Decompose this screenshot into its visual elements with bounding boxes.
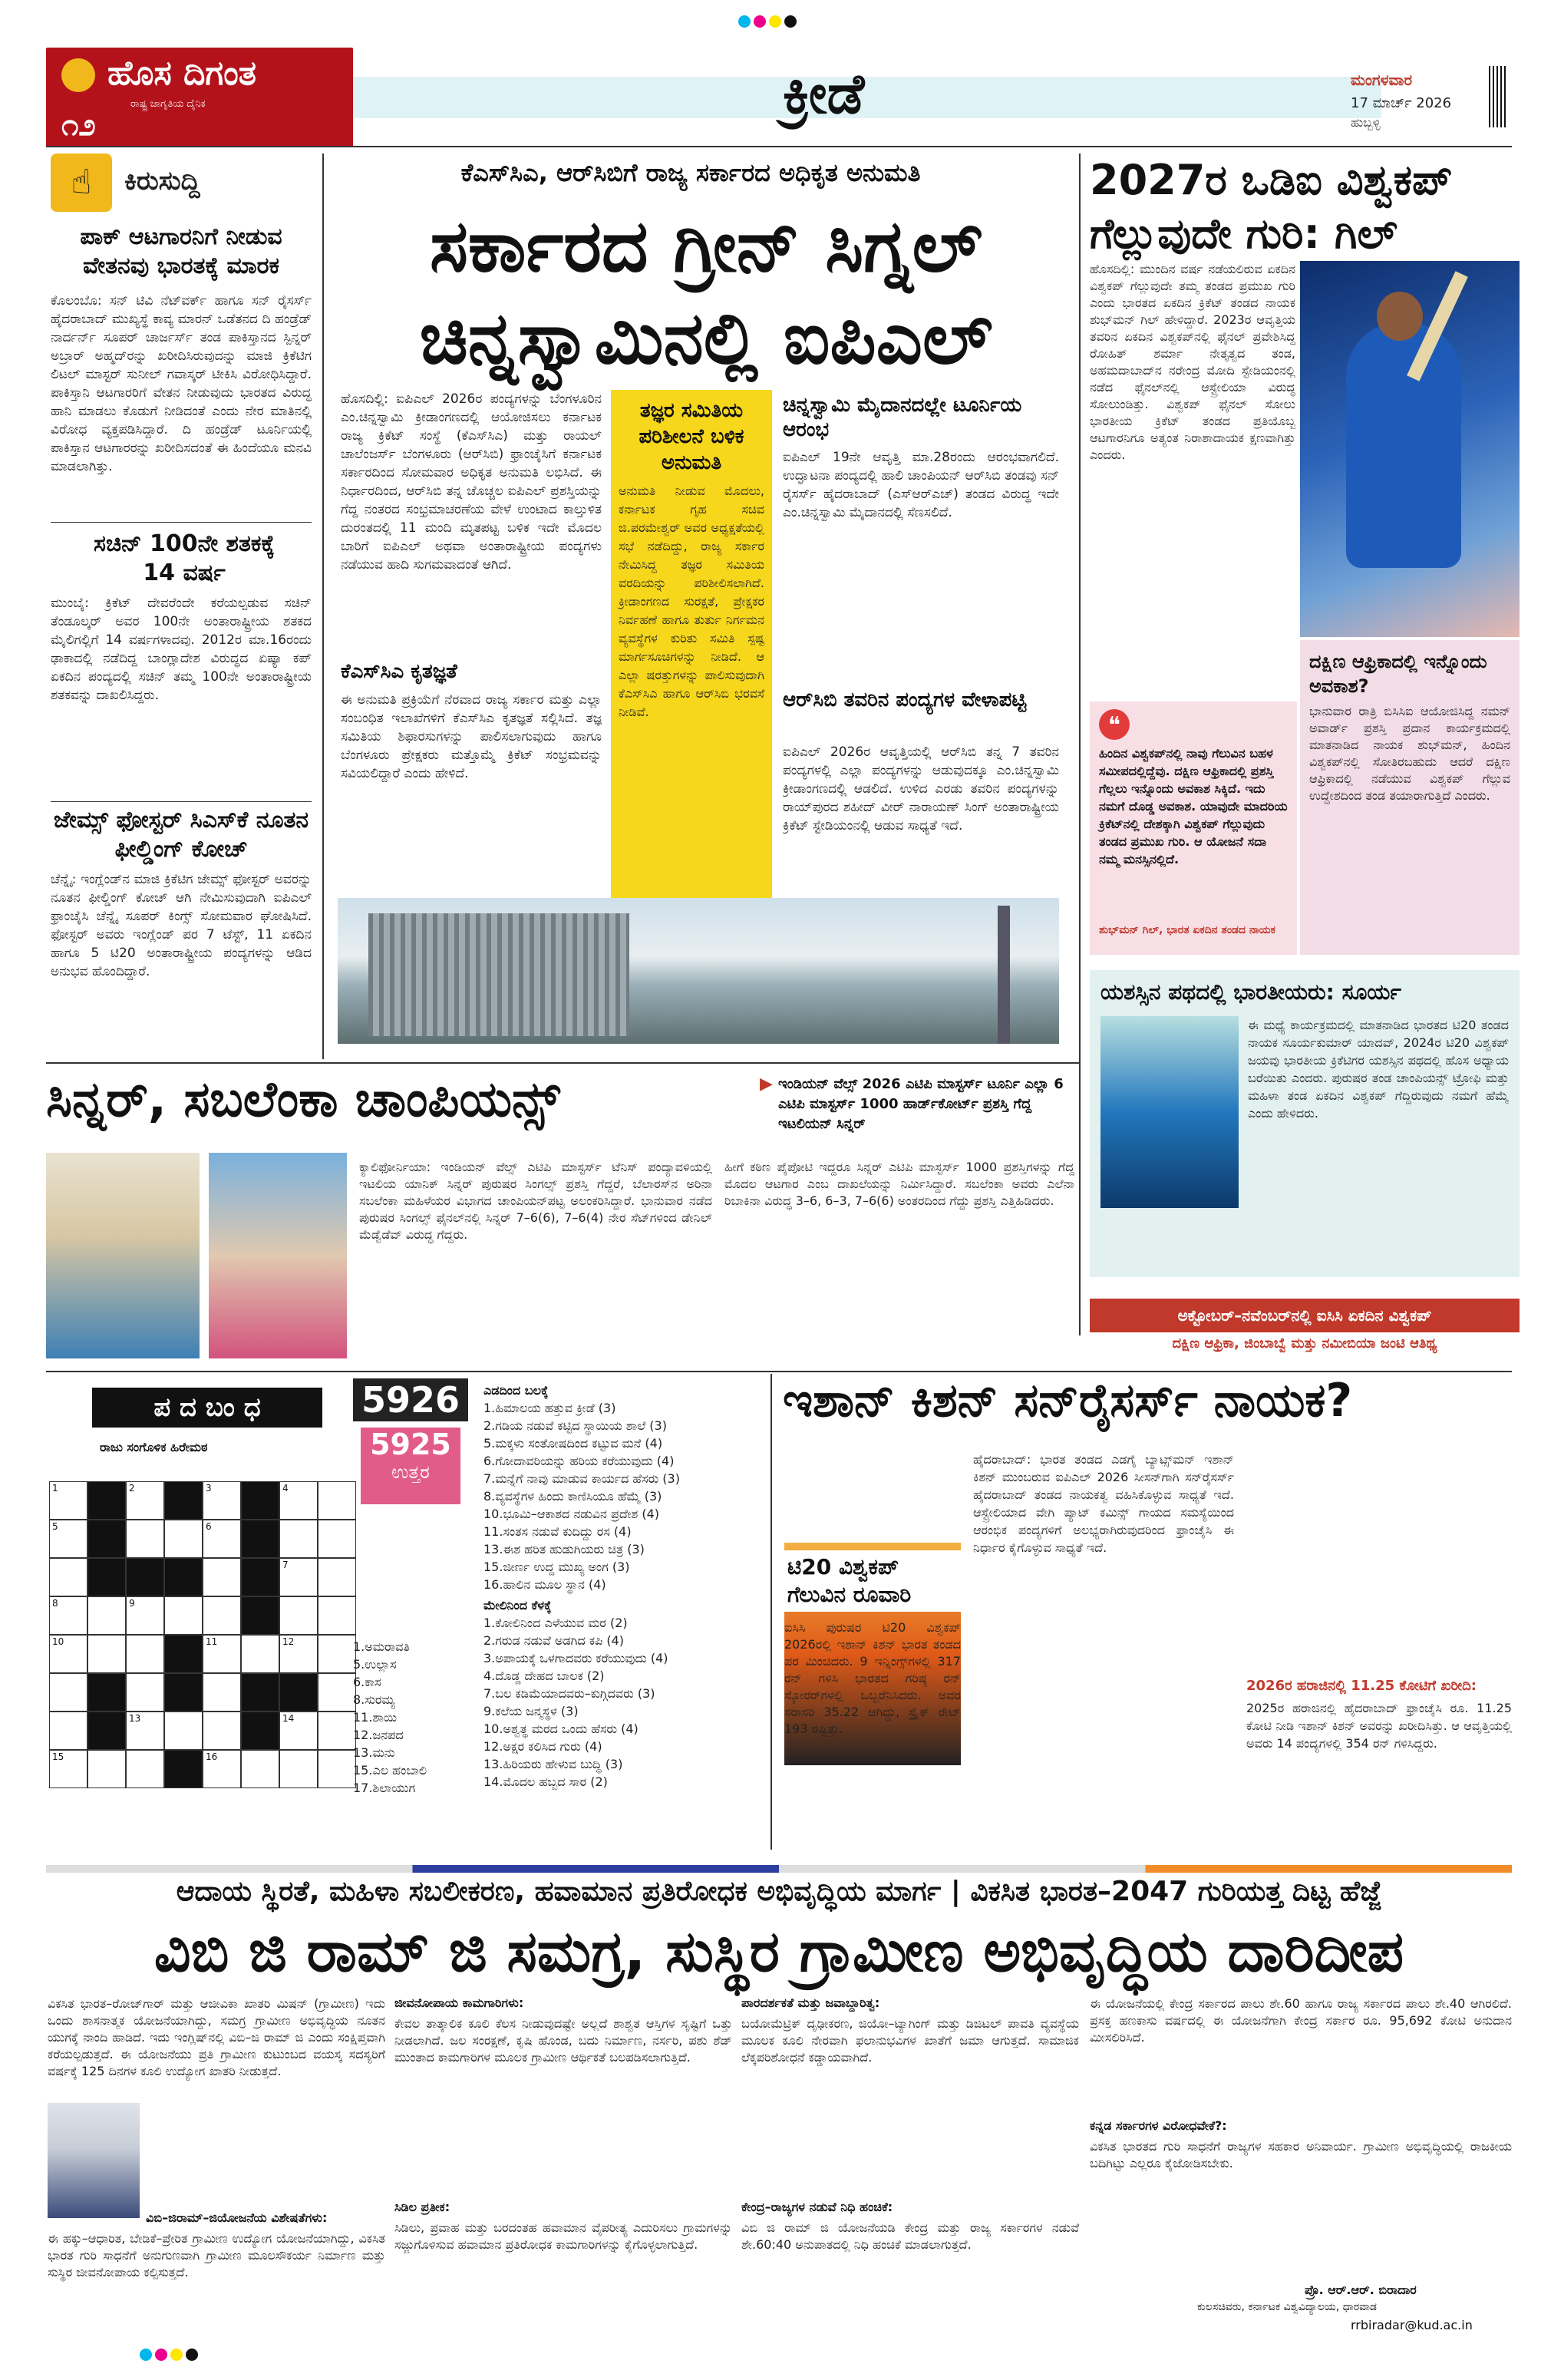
color-bar [46,1865,1512,1873]
stadium-roof-shape [368,913,629,1036]
vb-col4-heading: ಕನ್ನಡ ಸರ್ಕಾರಗಳ ವಿರೋಧವೇಕೆ?: [1090,2118,1227,2133]
crossword-cell[interactable] [164,1520,203,1558]
crossword-cell[interactable]: 13 [126,1712,164,1750]
across-clue: 16.ಹಾಲಿನ ಮೂಲ ಸ್ಥಾನ (4) [483,1577,606,1592]
ishan-sub-heading: 2026ರ ಹರಾಜಿನಲ್ಲಿ 11.25 ಕೋಟಿಗೆ ಖರೀದಿ: [1246,1678,1477,1694]
crossword-cell[interactable] [49,1712,87,1750]
crossword-black-cell [164,1558,203,1596]
crossword-cell[interactable]: 10 [49,1635,87,1673]
previous-answer-badge [361,1428,460,1504]
kiru-story3-body: ಚೆನ್ನೈ: ಇಂಗ್ಲೆಂಡ್‌ನ ಮಾಜಿ ಕ್ರಿಕೆಟಿಗ ಜೇಮ್ಸ್ ಫೋಸ್ಟರ್ ಅವರನ್ನು ನೂತನ ಫೀಲ್ಡಿಂಗ್ ಕೋಚ್ ಆಗಿ ನೇಮಿಸುವುದಾಗಿ ಐಪಿಎಲ್ ಫ್ರಾಂಚೈಸಿ ಚೆನ್ನೈ ಸೂಪರ್ ಕಿಂಗ್ಸ್ ಸೋಮವಾರ ಘೋಷಿಸಿದೆ. ಫೋಸ್ಟರ್ ಅವರು ಇಂಗ್ಲೆಂಡ್ ಪರ 7 ಟೆಸ್ಟ್, 11 ಏಕದಿನ ಹಾಗೂ 5 ಟಿ20 ಅಂತಾರಾಷ್ಟ್ರೀಯ ಪಂದ್ಯಗಳನ್ನು ಆಡಿದ ಅನುಭವ ಹೊಂದಿದ್ದಾರೆ. [51,872,312,979]
crossword-cell[interactable] [279,1520,318,1558]
crossword-black-cell [241,1520,279,1558]
quote-attribution: ಶುಭ್‌ಮನ್ ಗಿಲ್, ಭಾರತ ಏಕದಿನ ತಂಡದ ನಾಯಕ [1099,924,1275,936]
crossword-grid [49,1481,356,1788]
crossword-cell[interactable] [279,1596,318,1635]
player-shape [1346,322,1461,568]
kiru-story2-headline: ಸಚಿನ್ 100ನೇ ಶತಕಕ್ಕೆ 14 ವರ್ಷ [94,530,275,586]
surya-heading: ಯಶಸ್ಸಿನ ಪಥದಲ್ಲಿ ಭಾರತೀಯರು: ಸೂರ್ಯ [1100,979,1401,1005]
crossword-cell[interactable] [164,1596,203,1635]
across-title: ಎಡದಿಂದ ಬಲಕ್ಕೆ [483,1383,549,1398]
arrow-icon: ▶ [760,1074,773,1094]
sinner-photo [46,1153,200,1358]
crossword-black-cell [87,1481,126,1520]
sa-heading: ದಕ್ಷಿಣ ಆಫ್ರಿಕಾದಲ್ಲಿ ಇನ್ನೊಂದು ಅವಕಾಶ? [1309,651,1487,697]
previous-answer: 12.ಜನಪದ [353,1728,404,1742]
lead-sub2-body: ಐಪಿಎಲ್ 19ನೇ ಆವೃತ್ತಿ ಮಾ.28ರಂದು ಆರಂಭವಾಗಲಿದೆ. ಉದ್ಘಾಟನಾ ಪಂದ್ಯದಲ್ಲಿ ಹಾಲಿ ಚಾಂಪಿಯನ್ ಆರ್‌ಸಿಬಿ ತಂಡವು ಸನ್ ರೈಸರ್ಸ್ ಹೈದರಾಬಾದ್ (ಎಸ್‌ಆರ್‌ಎಚ್) ತಂಡದ ವಿರುದ್ಧ ಇದೇ ಎಂ.ಚಿನ್ನಸ್ವಾಮಿ ಮೈದಾನದಲ್ಲಿ ಸೆಣಸಲಿದೆ. [783,450,1059,520]
across-clue: 13.ಈಶ ಹರಿತ ಹುಡುಗಿಯರು ಚಿತ್ರ (3) [483,1542,645,1556]
crossword-cell[interactable]: 2 [126,1481,164,1520]
sa-body: ಭಾನುವಾರ ರಾತ್ರಿ ಬಿಸಿಸಿಐ ಆಯೋಜಿಸಿದ್ದ ನಮನ್ ಅವಾರ್ಡ್ ಪ್ರಶಸ್ತಿ ಪ್ರದಾನ ಕಾರ್ಯಕ್ರಮದಲ್ಲಿ ಮಾತನಾಡಿದ ನಾಯಕ ಶುಭ್‌ಮನ್, ಹಿಂದಿನ ವಿಶ್ವಕಪ್‌ನಲ್ಲಿ ಸೋತಿರಬಹುದು ಆದರೆ ದಕ್ಷಿಣ ಆಫ್ರಿಕಾದಲ್ಲಿ ನಡೆಯುವ ವಿಶ್ವಕಪ್ ಗೆಲ್ಲುವ ಉದ್ದೇಶದಿಂದ ತಂಡ ತಯಾರಾಗುತ್ತಿದೆ ಎಂದರು. [1309,704,1510,803]
crossword-cell[interactable]: 5 [49,1520,87,1558]
sinner-body: ಕ್ಯಾಲಿಫೋರ್ನಿಯಾ: ಇಂಡಿಯನ್ ವೆಲ್ಸ್ ಎಟಿಪಿ ಮಾಸ್ಟರ್ಸ್ ಟೆನಿಸ್ ಪಂದ್ಯಾವಳಿಯಲ್ಲಿ ಇಟಲಿಯ ಯಾನಿಕ್ ಸಿನ್ನರ್ ಪುರುಷರ ಸಿಂಗಲ್ಸ್ ಪ್ರಶಸ್ತಿ ಗೆದ್ದರೆ, ಬೆಲಾರಸ್‌ನ ಅರಿನಾ ಸಬಲೆಂಕಾ ಮಹಿಳೆಯರ ವಿಭಾಗದ ಚಾಂಪಿಯನ್‌ಪಟ್ಟ ಅಲಂಕರಿಸಿದ್ದಾರೆ. ಭಾನುವಾರ ನಡೆದ ಪುರುಷರ ಸಿಂಗಲ್ಸ್ ಫೈನಲ್‌ನಲ್ಲಿ ಸಿನ್ನರ್ 7–6(6), 7–6(4) ನೇರ ಸೆಟ್‌ಗಳಿಂದ ಡೇನಿಲ್ ಮೆಡ್ವೆಡೆವ್ ವಿರುದ್ಧ ಗೆದ್ದರು. [359,1160,712,1242]
crossword-black-cell [87,1558,126,1596]
gill-body: ಹೊಸದಿಲ್ಲಿ: ಮುಂದಿನ ವರ್ಷ ನಡೆಯಲಿರುವ ಏಕದಿನ ವಿಶ್ವಕಪ್ ಗೆಲ್ಲುವುದೇ ತಮ್ಮ ತಂಡದ ಪ್ರಮುಖ ಗುರಿ ಎಂದು ಭಾರತದ ಏಕದಿನ ಕ್ರಿಕೆಟ್ ತಂಡದ ನಾಯಕ ಶುಭ್‌ಮನ್ ಗಿಲ್ ಹೇಳಿದ್ದಾರೆ. 2023ರ ಆವೃತ್ತಿಯ ತವರಿನ ಏಕದಿನ ವಿಶ್ವಕಪ್‌ನಲ್ಲಿ ಫೈನಲ್ ಪ್ರವೇಶಿಸಿದ್ದ ರೋಹಿತ್ ಶರ್ಮಾ ನೇತೃತ್ವದ ತಂಡ, ಅಹಮದಾಬಾದ್‌ನ ನರೇಂದ್ರ ಮೋದಿ ಸ್ಟೇಡಿಯಂನಲ್ಲಿ ನಡೆದ ಫೈನಲ್‌ನಲ್ಲಿ ಆಸ್ಟ್ರೇಲಿಯಾ ವಿರುದ್ಧ ಸೋಲುಂಡಿತ್ತು. ವಿಶ್ವಕಪ್ ಫೈನಲ್ ಸೋಲು ಭಾರತೀಯ ಕ್ರಿಕೆಟ್ ತಂಡದ ಪ್ರತಿಯೊಬ್ಬ ಆಟಗಾರನಿಗೂ ಅತ್ಯಂತ ನಿರಾಶಾದಾಯಕ ಕ್ಷಣವಾಗಿತ್ತು ಎಂದರು. [1090,262,1295,462]
crossword-cell[interactable]: 16 [203,1750,241,1788]
section-title: ಕ್ರೀಡೆ [783,61,865,126]
across-clue: 7.ಮನ್ನೆಗೆ ನಾವು ಮಾಡುವ ಕಾರ್ಯದ ಹೆಸರು (3) [483,1471,680,1486]
down-clue: 13.ಹಿರಿಯರು ಹೇಳುವ ಬುದ್ಧಿ (3) [483,1757,623,1771]
vb-col2: ಕೇವಲ ತಾತ್ಕಾಲಿಕ ಕೂಲಿ ಕೆಲಸ ನೀಡುವುದಷ್ಟೇ ಅಲ್ಲದೆ ಶಾಶ್ವತ ಆಸ್ತಿಗಳ ಸೃಷ್ಟಿಗೆ ಒತ್ತು ನೀಡಲಾಗಿದೆ. ಜಲ ಸಂರಕ್ಷಣೆ, ಕೃಷಿ ಹೊಂಡ, ಬದು ನಿರ್ಮಾಣ, ನರ್ಸರಿ, ಪಶು ಶೆಡ್ ಮುಂತಾದ ಕಾಮಗಾರಿಗಳ ಮೂಲಕ ಗ್ರಾಮೀಣ ಆರ್ಥಿಕತೆ ಬಲಪಡಿಸಲಾಗುತ್ತಿದೆ. [394,2016,732,2065]
down-title: ಮೇಲಿನಿಂದ ಕೆಳಕ್ಕೆ [483,1598,552,1613]
crossword-cell[interactable]: 14 [279,1712,318,1750]
world-cup-subline: ದಕ್ಷಿಣ ಆಫ್ರಿಕಾ, ಜಿಂಬಾಬ್ವೆ ಮತ್ತು ನಮೀಬಿಯಾ ಜಂಟಿ ಆತಿಥ್ಯ [1172,1335,1437,1352]
previous-answer: 1.ಅಮರಾವತಿ [353,1639,410,1654]
section-rule [46,1062,1079,1064]
kiru-story2-body: ಮುಂಬೈ: ಕ್ರಿಕೆಟ್ ದೇವರೆಂದೇ ಕರೆಯಲ್ಪಡುವ ಸಚಿನ್ ತೆಂಡೂಲ್ಕರ್ ಅವರ 100ನೇ ಅಂತಾರಾಷ್ಟ್ರೀಯ ಶತಕದ ಮೈಲಿಗಲ್ಲಿಗೆ 14 ವರ್ಷಗಳಾದವು. 2012ರ ಮಾ.16ರಂದು ಢಾಕಾದಲ್ಲಿ ನಡೆದಿದ್ದ ಬಾಂಗ್ಲಾದೇಶ ವಿರುದ್ಧದ ಏಷ್ಯಾ ಕಪ್ ಏಕದಿನ ಪಂದ್ಯದಲ್ಲಿ ಸಚಿನ್ ತಮ್ಮ 100ನೇ ಅಂತಾರಾಷ್ಟ್ರೀಯ ಶತಕವನ್ನು ದಾಖಲಿಸಿದ್ದರು. [51,596,312,703]
sinner-info-box [760,1071,1074,1156]
vb-col3: ಬಯೋಮೆಟ್ರಿಕ್ ದೃಢೀಕರಣ, ಜಿಯೋ–ಟ್ಯಾಗಿಂಗ್ ಮತ್ತು ಡಿಜಿಟಲ್ ಪಾವತಿ ವ್ಯವಸ್ಥೆಯ ಮೂಲಕ ಕೂಲಿ ನೇರವಾಗಿ ಫಲಾನುಭವಿಗಳ ಖಾತೆಗೆ ಜಮಾ ಆಗುತ್ತದೆ. ಸಾಮಾಜಿಕ ಲೆಕ್ಕಪರಿಶೋಧನೆ ಕಡ್ಡಾಯವಾಗಿದೆ. [741,2016,1079,2065]
ishan-sub-body: 2025ರ ಹರಾಜಿನಲ್ಲಿ ಹೈದರಾಬಾದ್ ಫ್ರಾಂಚೈಸಿ ರೂ. 11.25 ಕೋಟಿ ನೀಡಿ ಇಶಾನ್ ಕಿಶನ್ ಅವರನ್ನು ಖರೀದಿಸಿತ್ತು. ಆ ಆವೃತ್ತಿಯಲ್ಲಿ ಅವರು 14 ಪಂದ್ಯಗಳಲ್ಲಿ 354 ರನ್ ಗಳಿಸಿದ್ದರು. [1246,1701,1512,1751]
crossword-cell[interactable]: 15 [49,1750,87,1788]
lead-kicker: ಕೆಎಸ್‌ಸಿಎ, ಆರ್‌ಸಿಬಿಗೆ ರಾಜ್ಯ ಸರ್ಕಾರದ ಅಧಿಕೃತ ಅನುಮತಿ [460,158,921,187]
sinner-info-text: ಇಂಡಿಯನ್ ವೆಲ್ಸ್ 2026 ಎಟಿಪಿ ಮಾಸ್ಟರ್ಸ್ ಟೂರ್ನಿ ಎಲ್ಲಾ 6 ಎಟಿಪಿ ಮಾಸ್ಟರ್ಸ್ 1000 ಹಾರ್ಡ್‌ಕೋರ್ಟ್ ಪ್ರಶಸ್ತಿ ಗೆದ್ದ ಇಟಲಿಯನ್ ಸಿನ್ನರ್ [778,1076,1064,1132]
down-clue: 1.ಕೋಲಿನಿಂದ ಎಳೆಯುವ ಮರ (2) [483,1616,628,1630]
vb-subheading: ಆದಾಯ ಸ್ಥಿರತೆ, ಮಹಿಳಾ ಸಬಲೀಕರಣ, ಹವಾಮಾನ ಪ್ರತಿರೋಧಕ ಅಭಿವೃದ್ಧಿಯ ಮಾರ್ಗ | ವಿಕಸಿತ ಭಾರತ–2047 ಗುರಿಯತ್ತ ದಿಟ್ಟ ಹೆಜ್ಜೆ [176,1876,1382,1907]
t20-heading-visible: ಟಿ20 ವಿಶ್ವಕಪ್ ಗೆಲುವಿನ ರೂವಾರಿ [784,1550,961,1612]
crossword-black-cell [126,1558,164,1596]
previous-answer: 11.ಶಾಯಿ [353,1710,398,1725]
crossword-black-cell [164,1481,203,1520]
kiru-story1-headline: ಪಾಕ್ ಆಟಗಾರನಿಗೆ ನೀಡುವ ವೇತನವು ಭಾರತಕ್ಕೆ ಮಾರಕ [80,223,282,279]
down-clue: 14.ಮೊದಲ ಹಬ್ಬದ ಸಾರ (2) [483,1774,608,1789]
crossword-cell[interactable] [87,1635,126,1673]
crossword-black-cell [241,1596,279,1635]
crossword-compiler: ರಾಜು ಸಂಗೊಳಿಕ ಹಿರೇಮಠ [100,1440,208,1454]
across-clue: 10.ಭೂಮಿ–ಆಕಾಶದ ನಡುವಿನ ಪ್ರದೇಶ (4) [483,1507,660,1521]
floodlight-shape [998,906,1010,1044]
kirusuddi-label: ಕಿರುಸುದ್ದಿ [124,166,200,196]
crossword-cell[interactable]: 11 [203,1635,241,1673]
masthead [46,48,1504,147]
crossword-black-cell [164,1673,203,1712]
crossword-cell[interactable] [318,1712,356,1750]
down-clue: 3.ಅಪಾಯಕ್ಕೆ ಒಳಗಾದವರು ಕರೆಯುವುದು (4) [483,1651,668,1665]
across-clue: 5.ಮಕ್ಕಳು ಸಂತೋಷದಿಂದ ಕಟ್ಟುವ ಮನೆ (4) [483,1436,663,1451]
south-africa-box [1300,640,1520,955]
sabalenka-photo [209,1153,347,1358]
crossword-cell[interactable] [87,1596,126,1635]
crossword-black-cell [241,1712,279,1750]
crossword-cell[interactable] [318,1520,356,1558]
column-rule [1079,153,1081,1335]
lead-body: ಹೊಸದಿಲ್ಲಿ: ಐಪಿಎಲ್ 2026ರ ಪಂದ್ಯಗಳನ್ನು ಬೆಂಗಳೂರಿನ ಎಂ.ಚಿನ್ನಸ್ವಾಮಿ ಕ್ರೀಡಾಂಗಣದಲ್ಲಿ ಆಯೋಜಿಸಲು ಕರ್ನಾಟಕ ರಾಜ್ಯ ಕ್ರಿಕೆಟ್ ಸಂಸ್ಥೆ (ಕೆಎಸ್‌ಸಿಎ) ಮತ್ತು ರಾಯಲ್ ಚಾಲೆಂಜರ್ಸ್ ಬೆಂಗಳೂರು (ಆರ್‌ಸಿಬಿ) ಫ್ರಾಂಚೈಸಿಗೆ ಕರ್ನಾಟಕ ಸರ್ಕಾರದಿಂದ ಸೋಮವಾರ ಅಧಿಕೃತ ಅನುಮತಿ ಲಭಿಸಿದೆ. ಈ ನಿರ್ಧಾರದಿಂದ, ಆರ್‌ಸಿಬಿ ತನ್ನ ಚೊಚ್ಚಲ ಐಪಿಎಲ್ ಪ್ರಶಸ್ತಿಯನ್ನು ಗೆದ್ದ ನಂತರದ ಸಂಭ್ರಮಾಚರಣೆಯ ವೇಳೆ ಉಂಟಾದ ಕಾಲ್ತುಳಿತ ದುರಂತದಲ್ಲಿ 11 ಮಂದಿ ಮೃತಪಟ್ಟ ಬಳಿಕ ಇದೇ ಮೊದಲ ಬಾರಿಗೆ ಐಪಿಎಲ್ ಅಥವಾ ಅಂತಾರಾಷ್ಟ್ರೀಯ ಪಂದ್ಯಗಳು ನಡೆಯುವ ಹಾದಿ ಸುಗಮವಾದಂತೆ ಆಗಿದೆ. [341,391,602,573]
crossword-black-cell [87,1673,126,1712]
down-clue: 2.ಗರುಡ ನಡುವೆ ಅಡಗಿದ ಕಪಿ (4) [483,1633,625,1648]
crossword-cell[interactable] [126,1520,164,1558]
vb-col3b: ವಿಬಿ ಜಿ ರಾಮ್ ಜಿ ಯೋಜನೆಯಡಿ ಕೇಂದ್ರ ಮತ್ತು ರಾಜ್ಯ ಸರ್ಕಾರಗಳ ನಡುವೆ ಶೇ.60:40 ಅನುಪಾತದಲ್ಲಿ ನಿಧಿ ಹಂಚಿಕೆ ಮಾಡಲಾಗುತ್ತದೆ. [741,2220,1079,2252]
barcode-icon [1489,66,1507,127]
crossword-number: 5926 [353,1378,468,1421]
expert-heading: ತಜ್ಞರ ಸಮಿತಿಯ ಪರಿಶೀಲನೆ ಬಳಿಕ ಅನುಮತಿ [639,399,744,474]
crossword-cell[interactable] [49,1673,87,1712]
previous-answer: 5.ಉಲ್ಲಾಸ [353,1657,397,1672]
column-rule [770,1374,772,1850]
vb-col3-heading: ಪಾರದರ್ಶಕತೆ ಮತ್ತು ಜವಾಬ್ದಾರಿತ್ವ: [741,1995,880,2010]
kiru-story3-headline: ಜೇಮ್ಸ್ ಫೋಸ್ಟರ್ ಸಿಎಸ್‌ಕೆ ನೂತನ ಫೀಲ್ಡಿಂಗ್ ಕೋಚ್ [53,807,309,863]
crossword-cell[interactable] [241,1750,279,1788]
kirusuddi-logo [51,153,304,215]
across-clue: 2.ಗಡಿಯ ನಡುವೆ ಕಟ್ಟಿದ ಸ್ಥಾಯಿಯ ಶಾಲೆ (3) [483,1418,667,1433]
across-clue: 6.ಗೋದಾವರಿಯನ್ನು ಹರಿಯ ಕರೆಯುವುದು (4) [483,1454,675,1468]
section-rule [46,1371,1512,1372]
crossword-black-cell [164,1635,203,1673]
crossword-cell[interactable] [318,1750,356,1788]
crossword-cell[interactable] [126,1673,164,1712]
previous-answer: 13.ಮನು [353,1745,395,1760]
crossword-cell[interactable] [318,1558,356,1596]
crossword-cell[interactable] [203,1673,241,1712]
gill-photo [1300,261,1520,637]
ishan-body: ಹೈದರಾಬಾದ್: ಭಾರತ ತಂಡದ ಎಡಗೈ ಬ್ಯಾಟ್ಸ್‌ಮನ್ ಇಶಾನ್ ಕಿಶನ್ ಮುಂಬರುವ ಐಪಿಎಲ್ 2026 ಸೀಸನ್‌ಗಾಗಿ ಸನ್‌ರೈಸರ್ಸ್ ಹೈದರಾಬಾದ್ ತಂಡದ ನಾಯಕತ್ವ ವಹಿಸಿಕೊಳ್ಳುವ ಸಾಧ್ಯತೆ ಇದೆ. ಆಸ್ಟ್ರೇಲಿಯಾದ ವೇಗಿ ಪ್ಯಾಟ್ ಕಮಿನ್ಸ್ ಗಾಯದ ಸಮಸ್ಯೆಯಿಂದ ಆರಂಭಿಕ ಪಂದ್ಯಗಳಿಗೆ ಅಲಭ್ಯರಾಗಿರುವುದರಿಂದ ಫ್ರಾಂಚೈಸಿ ಈ ನಿರ್ಧಾರ ಕೈಗೊಳ್ಳುವ ಸಾಧ್ಯತೆ ಇದೆ. [973,1452,1234,1555]
author-email[interactable]: rrbiradar@kud.ac.in [1351,2318,1473,2332]
crossword-cell[interactable]: 9 [126,1596,164,1635]
crossword-cell[interactable] [241,1635,279,1673]
stadium-photo [338,898,1059,1044]
crossword-cell[interactable] [126,1635,164,1673]
vb-col1b: ಈ ಹಕ್ಕು–ಆಧಾರಿತ, ಬೇಡಿಕೆ–ಪ್ರೇರಿತ ಗ್ರಾಮೀಣ ಉದ್ಯೋಗ ಯೋಜನೆಯಾಗಿದ್ದು, ವಿಕಸಿತ ಭಾರತ ಗುರಿ ಸಾಧನೆಗೆ ಅನುಗುಣವಾಗಿ ಗ್ರಾಮೀಣ ಮೂಲಸೌಕರ್ಯ ನಿರ್ಮಾಣ ಮತ್ತು ಸುಸ್ಥಿರ ಜೀವನೋಪಾಯ ಕಲ್ಪಿಸುತ್ತದೆ. [48,2231,385,2279]
expert-body: ಅನುಮತಿ ನೀಡುವ ಮೊದಲು, ಕರ್ನಾಟಕ ಗೃಹ ಸಚಿವ ಜಿ.ಪರಮೇಶ್ವರ್ ಅವರ ಅಧ್ಯಕ್ಷತೆಯಲ್ಲಿ ಸಭೆ ನಡೆದಿದ್ದು, ರಾಜ್ಯ ಸರ್ಕಾರ ನೇಮಿಸಿದ್ದ ತಜ್ಞರ ಸಮಿತಿಯ ವರದಿಯನ್ನು ಪರಿಶೀಲಿಸಲಾಗಿದೆ. ಕ್ರೀಡಾಂಗಣದ ಸುರಕ್ಷತೆ, ಪ್ರೇಕ್ಷಕರ ನಿರ್ವಹಣೆ ಹಾಗೂ ತುರ್ತು ನಿರ್ಗಮನ ವ್ಯವಸ್ಥೆಗಳ ಕುರಿತು ಸಮಿತಿ ಸ್ಪಷ್ಟ ಮಾರ್ಗಸೂಚಿಗಳನ್ನು ನೀಡಿದೆ. ಆ ಎಲ್ಲಾ ಷರತ್ತುಗಳನ್ನು ಪಾಲಿಸುವುದಾಗಿ ಕೆಎಸ್‌ಸಿಎ ಹಾಗೂ ಆರ್‌ಸಿಬಿ ಭರವಸೆ ನೀಡಿವೆ. [619,484,764,719]
header-day: ಮಂಗಳವಾರ [1351,71,1413,89]
vb-col1: ವಿಕಸಿತ ಭಾರತ–ರೋಜ್‌ಗಾರ್ ಮತ್ತು ಆಜೀವಿಕಾ ಖಾತರಿ ಮಿಷನ್ (ಗ್ರಾಮೀಣ) ಇದು ಒಂದು ಶಾಸನಾತ್ಮಕ ಯೋಜನೆಯಾಗಿದ್ದು, ಸಮಗ್ರ ಗ್ರಾಮೀಣ ಅಭಿವೃದ್ಧಿಯ ನೂತನ ಯುಗಕ್ಕೆ ನಾಂದಿ ಹಾಡಿದೆ. ಇದು ಇಂಗ್ಲಿಷ್‌ನಲ್ಲಿ ವಿಬಿ–ಜಿ ರಾಮ್ ಜಿ ಎಂದು ಸಂಕ್ಷಿಪ್ತವಾಗಿ ಕರೆಯಲ್ಪಡುತ್ತದೆ. ಈ ಯೋಜನೆಯು ಪ್ರತಿ ಗ್ರಾಮೀಣ ಕುಟುಂಬದ ವಯಸ್ಕ ಸದಸ್ಯರಿಗೆ ವರ್ಷಕ್ಕೆ 125 ದಿನಗಳ ಕೂಲಿ ಉದ್ಯೋಗ ಖಾತರಿ ನೀಡುತ್ತದೆ. [48,1996,385,2078]
crossword-black-cell [241,1481,279,1520]
quote-text: ಹಿಂದಿನ ವಿಶ್ವಕಪ್‌ನಲ್ಲಿ ನಾವು ಗೆಲುವಿನ ಬಹಳ ಸಮೀಪದಲ್ಲಿದ್ದೆವು. ದಕ್ಷಿಣ ಆಫ್ರಿಕಾದಲ್ಲಿ ಪ್ರಶಸ್ತಿ ಗೆಲ್ಲಲು ಇನ್ನೊಂದು ಅವಕಾಶ ಸಿಕ್ಕಿದೆ. ಇದು ನಮಗೆ ದೊಡ್ಡ ಅವಕಾಶ. ಯಾವುದೇ ಮಾದರಿಯ ಕ್ರಿಕೆಟ್‌ನಲ್ಲಿ ದೇಶಕ್ಕಾಗಿ ವಿಶ್ವಕಪ್ ಗೆಲ್ಲುವುದು ತಂಡದ ಪ್ರಮುಖ ಗುರಿ. ಆ ಯೋಜನೆ ಸದಾ ನಮ್ಮ ಮನಸ್ಸಿನಲ್ಲಿದೆ. [1099,746,1288,867]
crossword-black-cell [87,1712,126,1750]
registration-marks-bottom [138,2349,200,2364]
world-cup-band-text: ಅಕ್ಟೋಬರ್–ನವೆಂಬರ್‌ನಲ್ಲಿ ಐಸಿಸಿ ಏಕದಿನ ವಿಶ್ವಕಪ್ [1177,1306,1432,1325]
vb-col2-heading2: ಸಿಡಿಲ ಪ್ರತೀಕ: [394,2200,450,2214]
crossword-black-cell [279,1673,318,1712]
across-clue: 1.ಹಿಮಾಲಯ ಹತ್ತುವ ಕ್ರೀಡೆ (3) [483,1401,616,1415]
ishan-headline: ಇಶಾನ್ ಕಿಶನ್ ಸನ್‌ರೈಸರ್ಸ್ ನಾಯಕ? [783,1374,1353,1428]
previous-answer: 15.ಎಲ ಹಂಬಾಲಿ [353,1763,427,1778]
crossword-cell[interactable]: 12 [279,1635,318,1673]
crossword-cell[interactable] [318,1635,356,1673]
sinner-body2: ಹೀಗೆ ಕಠಿಣ ಪೈಪೋಟಿ ಇದ್ದರೂ ಸಿನ್ನರ್ ಎಟಿಪಿ ಮಾಸ್ಟರ್ಸ್ 1000 ಪ್ರಶಸ್ತಿಗಳನ್ನು ಗೆದ್ದ ಮೊದಲ ಆಟಗಾರ ಎಂಬ ದಾಖಲೆಯನ್ನು ನಿರ್ಮಿಸಿದ್ದಾರೆ. ಸಬಲೆಂಕಾ ಅವರು ಎಲೆನಾ ರಿಬಾಕಿನಾ ವಿರುದ್ಧ 3–6, 6–3, 7–6(6) ಅಂತರದಿಂದ ಗೆದ್ದು ಪ್ರಶಸ್ತಿ ಎತ್ತಿಹಿಡಿದರು. [724,1160,1074,1208]
down-clue: 12.ಅಕ್ಷರ ಕಲಿಸಿದ ಗುರು (4) [483,1739,602,1754]
lead-sub1-body: ಈ ಅನುಮತಿ ಪ್ರಕ್ರಿಯೆಗೆ ನೆರವಾದ ರಾಜ್ಯ ಸರ್ಕಾರ ಮತ್ತು ಎಲ್ಲಾ ಸಂಬಂಧಿತ ಇಲಾಖೆಗಳಿಗೆ ಕೆಎಸ್‌ಸಿಎ ಕೃತಜ್ಞತೆ ಸಲ್ಲಿಸಿದೆ. ತಜ್ಞ ಸಮಿತಿಯ ಶಿಫಾರಸುಗಳನ್ನು ಪಾಲಿಸಲಾಗುವುದು ಹಾಗೂ ಬೆಂಗಳೂರು ಪ್ರೇಕ್ಷಕರು ಮತ್ತೊಮ್ಮೆ ಕ್ರಿಕೆಟ್ ಸಂಭ್ರಮವನ್ನು ಸವಿಯಲಿದ್ದಾರೆ ಎಂದು ಹೇಳಿದೆ. [341,692,602,781]
page-number: ೧೨ [61,107,96,143]
header-date: 17 ಮಾರ್ಚ್ 2026 [1351,95,1452,111]
masthead-rule [46,146,1512,147]
crossword-cell[interactable] [203,1712,241,1750]
divider [51,801,312,802]
vb-col4: ಈ ಯೋಜನೆಯಲ್ಲಿ ಕೇಂದ್ರ ಸರ್ಕಾರದ ಪಾಲು ಶೇ.60 ಹಾಗೂ ರಾಜ್ಯ ಸರ್ಕಾರದ ಪಾಲು ಶೇ.40 ಆಗಿರಲಿದೆ. ಪ್ರಸಕ್ತ ಹಣಕಾಸು ವರ್ಷದಲ್ಲಿ ಈ ಯೋಜನೆಗಾಗಿ ಕೇಂದ್ರ ಸರ್ಕಾರ ರೂ. 95,692 ಕೋಟಿ ಅನುದಾನ ಮೀಸಲಿರಿಸಿದೆ. [1090,1996,1512,2045]
divider [51,522,312,523]
gill-headline: 2027ರ ಒಡಿಐ ವಿಶ್ವಕಪ್ ಗೆಲ್ಲುವುದೇ ಗುರಿ: ಗಿಲ್ [1090,156,1453,258]
crossword-black-cell [87,1520,126,1558]
crossword-cell[interactable] [164,1712,203,1750]
crossword-cell[interactable] [87,1750,126,1788]
crossword-cell[interactable]: 3 [203,1481,241,1520]
previous-answer: 8.ಸುರಮ್ಯ [353,1692,395,1707]
down-clue: 7.ಬಲ ಕಡಿಮೆಯಾದವರು–ಕುಗ್ಗಿದವರು (3) [483,1686,655,1701]
crossword-cell[interactable]: 1 [49,1481,87,1520]
down-clue: 4.ದೊಡ್ಡ ದೇಹದ ಬಾಲಕ (2) [483,1669,605,1683]
crossword-cell[interactable]: 6 [203,1520,241,1558]
vb-headline: ವಿಬಿ ಜಿ ರಾಮ್ ಜಿ ಸಮಗ್ರ, ಸುಸ್ಥಿರ ಗ್ರಾಮೀಣ ಅಭಿವೃದ್ಧಿಯ ದಾರಿದೀಪ [153,1919,1404,1985]
across-clue: 15.ಜೀರ್ಣ ಉದ್ದ ಮುಖ್ಯ ಅಂಗ (3) [483,1560,630,1574]
column-rule [322,153,324,1059]
vb-col1-heading: ವಿಬಿ–ಜಿರಾಮ್–ಜಿಯೋಜನೆಯ ವಿಶೇಷತೆಗಳು: [146,2210,328,2225]
quote-box [1090,701,1297,955]
surya-photo [1100,1016,1239,1208]
previous-label: ಉತ್ತರ [391,1461,430,1483]
crossword-cell[interactable] [318,1673,356,1712]
surya-body: ಈ ಮಧ್ಯೆ ಕಾರ್ಯಕ್ರಮದಲ್ಲಿ ಮಾತನಾಡಿದ ಭಾರತದ ಟಿ20 ತಂಡದ ನಾಯಕ ಸೂರ್ಯಕುಮಾರ್ ಯಾದವ್, 2024ರ ಟಿ20 ವಿಶ್ವಕಪ್ ಜಯವು ಭಾರತೀಯ ಕ್ರಿಕೆಟಿಗರ ಯಶಸ್ಸಿನ ಪಥದಲ್ಲಿ ಹೊಸ ಅಧ್ಯಾಯ ಬರೆಯಿತು ಎಂದರು. ಪುರುಷರ ತಂಡ ಚಾಂಪಿಯನ್ಸ್ ಟ್ರೋಫಿ ಮತ್ತು ಮಹಿಳಾ ತಂಡ ಏಕದಿನ ವಿಶ್ವಕಪ್ ಗೆದ್ದಿರುವುದು ನಮಗೆ ಹೆಮ್ಮೆ ಎಂದು ಹೇಳಿದರು. [1248,1018,1509,1121]
crossword-cell[interactable] [318,1596,356,1635]
down-clue: 10.ಅಶ್ವತ್ಥ ಮರದ ಒಂದು ಹೆಸರು (4) [483,1721,639,1736]
logo-tagline: ರಾಷ್ಟ್ರ ಜಾಗೃತಿಯ ದೈನಿಕ [130,98,206,110]
lead-headline: ಸರ್ಕಾರದ ಗ್ರೀನ್ ಸಿಗ್ನಲ್ ಚಿನ್ನಸ್ವಾಮಿನಲ್ಲಿ ಐಪಿಎಲ್ [419,205,993,381]
crossword-cell[interactable]: 8 [49,1596,87,1635]
newspaper-logo [46,48,353,147]
pointing-hand-icon: ☝ [51,153,112,212]
author-place: ಕುಲಸಚಿವರು, ಕರ್ನಾಟಕ ವಿಶ್ವವಿದ್ಯಾಲಯ, ಧಾರವಾಡ [1197,2301,1377,2313]
crossword-black-cell [164,1750,203,1788]
quote-icon: ❝ [1099,709,1130,740]
lead-sub1-heading: ಕೆಎಸ್‌ಸಿಎ ಕೃತಜ್ಞತೆ [341,660,457,683]
crossword-black-cell [241,1673,279,1712]
across-clue: 11.ಸಂತಸ ನಡುವೆ ಕುದಿದ್ದು ರಸ (4) [483,1524,632,1539]
registration-marks-top [737,15,798,31]
crossword-cell[interactable]: 4 [279,1481,318,1520]
crossword-cell[interactable] [279,1750,318,1788]
vb-col2-heading: ಜೀವನೋಪಾಯ ಕಾಮಗಾರಿಗಳು: [394,1995,524,2010]
previous-number: 5925 [370,1428,451,1461]
crossword-cell[interactable] [203,1596,241,1635]
logo-text: ಹೊಸ ದಿಗಂತ [107,54,257,93]
world-cup-band [1090,1299,1520,1332]
crossword-cell[interactable] [318,1481,356,1520]
section-band [353,77,1381,118]
surya-box [1090,970,1520,1277]
lead-sub2-heading: ಚಿನ್ನಸ್ವಾಮಿ ಮೈದಾನದಲ್ಲೇ ಟೂರ್ನಿಯ ಆರಂಭ [783,394,1022,441]
across-clue: 8.ವ್ಯವಸ್ಥೆಗಳ ಹಿಂದು ಕಾಣಿಸಿಯೂ ಹೆಮ್ಮೆ (3) [483,1489,662,1504]
previous-answer: 17.ಶಿಲಾಯುಗ [353,1781,416,1795]
kiru-story1-body: ಕೊಲಂಬೊ: ಸನ್ ಟಿವಿ ನೆಟ್‌ವರ್ಕ್ ಹಾಗೂ ಸನ್ ರೈಸರ್ಸ್ ಹೈದರಾಬಾದ್ ಮುಖ್ಯಸ್ಥೆ ಕಾವ್ಯ ಮಾರನ್ ಒಡೆತನದ ದಿ ಹಂಡ್ರೆಡ್ ನಾರ್ದರ್ನ್ ಸೂಪರ್ ಚಾರ್ಜರ್ಸ್ ತಂಡ ಪಾಕಿಸ್ತಾನದ ಸ್ಪಿನ್ನರ್ ಅಬ್ರಾರ್ ಅಹ್ಮದ್‌ರನ್ನು ಖರೀದಿಸಿರುವುದನ್ನು ಮಾಜಿ ಕ್ರಿಕೆಟಿಗ ಲಿಟಲ್ ಮಾಸ್ಟರ್ ಸುನೀಲ್ ಗವಾಸ್ಕರ್ ಟೀಕಿಸಿ ವಿರೋಧಿಸಿದ್ದಾರೆ. ಪಾಕಿಸ್ತಾನಿ ಆಟಗಾರರಿಗೆ ವೇತನ ನೀಡುವುದು ಭಾರತದ ವಿರುದ್ಧ ಹಾನಿ ಮಾಡಲು ಕೊಡುಗೆ ನೀಡಿದಂತೆ ಎಂದು ನೇರ ಮಾತಿನಲ್ಲಿ ವಿರೋಧ ವ್ಯಕ್ತಪಡಿಸಿದ್ದಾರೆ. ದಿ ಹಂಡ್ರೆಡ್ ಟೂರ್ನಿಯಲ್ಲಿ ಪಾಕಿಸ್ತಾನ ಆಟಗಾರರನ್ನು ಖರೀದಿಸದಂತೆ ಈ ಹಿಂದೆಯೂ ಮನವಿ ಮಾಡಲಾಗಿತ್ತು. [51,293,312,474]
t20-body: ಐಸಿಸಿ ಪುರುಷರ ಟಿ20 ವಿಶ್ವಕಪ್ 2026ರಲ್ಲಿ ಇಶಾನ್ ಕಿಶನ್ ಭಾರತ ತಂಡದ ಪರ ಮಿಂಚಿದರು. 9 ಇನ್ನಿಂಗ್ಸ್‌ಗಳಲ್ಲಿ 317 ರನ್ ಗಳಿಸಿ ಭಾರತದ ಗರಿಷ್ಠ ರನ್ ಸ್ಕೋರರ್‌ಗಳಲ್ಲಿ ಒಬ್ಬರೆನಿಸಿದರು. ಅವರ ಸರಾಸರಿ 35.22 ಆಗಿದ್ದು, ಸ್ಟ್ರೈಕ್ ರೇಟ್ 193 ರಷ್ಟಿತ್ತು. [784,1620,961,1736]
sinner-headline: ಸಿನ್ನರ್, ಸಬಲೆಂಕಾ ಚಾಂಪಿಯನ್ಸ್ [46,1071,560,1128]
vb-col4b: ವಿಕಸಿತ ಭಾರತದ ಗುರಿ ಸಾಧನೆಗೆ ರಾಜ್ಯಗಳ ಸಹಕಾರ ಅನಿವಾರ್ಯ. ಗ್ರಾಮೀಣ ಅಭಿವೃದ್ಧಿಯಲ್ಲಿ ರಾಜಕೀಯ ಬದಿಗಿಟ್ಟು ಎಲ್ಲರೂ ಕೈಜೋಡಿಸಬೇಕು. [1090,2139,1512,2170]
crossword-cell[interactable] [49,1558,87,1596]
author-name: ಪ್ರೊ. ಆರ್.ಆರ್. ಬಿರಾದಾರ [1305,2283,1417,2297]
author-photo [48,2103,140,2218]
crossword-cell[interactable] [126,1750,164,1788]
crossword-cell[interactable] [203,1558,241,1596]
down-clue: 9.ಕಲೆಯ ಜನ್ಮಸ್ಥಳ (3) [483,1704,579,1718]
lead-sub3-heading: ಆರ್‌ಸಿಬಿ ತವರಿನ ಪಂದ್ಯಗಳ ವೇಳಾಪಟ್ಟಿ [783,688,1027,711]
previous-answer: 6.ಕಾಸ [353,1675,381,1689]
crossword-black-cell [241,1558,279,1596]
expert-panel-box [611,390,772,919]
crossword-title: ಪ ದ ಬಂ ಧ [92,1388,322,1428]
player-head-shape [1377,292,1423,341]
lead-sub3-body: ಐಪಿಎಲ್ 2026ರ ಆವೃತ್ತಿಯಲ್ಲಿ ಆರ್‌ಸಿಬಿ ತನ್ನ 7 ತವರಿನ ಪಂದ್ಯಗಳಲ್ಲಿ ಎಲ್ಲಾ ಪಂದ್ಯಗಳನ್ನು ಆಡುವುದಕ್ಕೂ ಎಂ.ಚಿನ್ನಸ್ವಾಮಿ ಕ್ರೀಡಾಂಗಣದಲ್ಲಿ ಆಡಲಿದೆ. ಉಳಿದ ಎರಡು ತವರಿನ ಪಂದ್ಯಗಳನ್ನು ರಾಯ್‌ಪುರದ ಶಹೀದ್ ವೀರ್ ನಾರಾಯಣ್ ಸಿಂಗ್ ಅಂತಾರಾಷ್ಟ್ರೀಯ ಕ್ರಿಕೆಟ್ ಸ್ಟೇಡಿಯಂನಲ್ಲಿ ಆಡುವ ಸಾಧ್ಯತೆ ಇದೆ. [783,744,1059,833]
vb-col3-heading2: ಕೇಂದ್ರ–ರಾಜ್ಯಗಳ ನಡುವೆ ನಿಧಿ ಹಂಚಿಕೆ: [741,2200,893,2214]
across-clues [483,1381,744,1791]
crossword-cell[interactable]: 7 [279,1558,318,1596]
vb-col2b: ಸಿಡಿಲು, ಪ್ರವಾಹ ಮತ್ತು ಬರದಂತಹ ಹವಾಮಾನ ವೈಪರೀತ್ಯ ಎದುರಿಸಲು ಗ್ರಾಮಗಳನ್ನು ಸಜ್ಜುಗೊಳಿಸುವ ಹವಾಮಾನ ಪ್ರತಿರೋಧಕ ಕಾಮಗಾರಿಗಳನ್ನು ಕೈಗೊಳ್ಳಲಾಗುತ್ತಿದೆ. [394,2220,732,2252]
prev-answers-across [353,1638,468,1797]
header-city: ಹುಬ್ಬಳ್ಳಿ [1351,115,1381,130]
lamp-icon [61,58,95,92]
